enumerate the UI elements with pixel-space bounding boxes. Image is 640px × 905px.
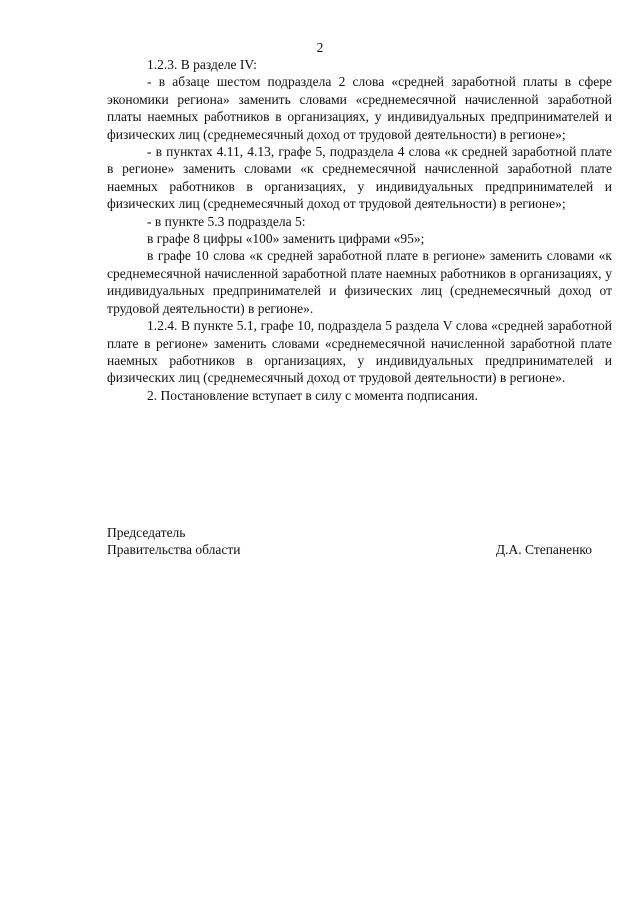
paragraph-subsection-4-change: - в пунктах 4.11, 4.13, графе 5, подраздела 4 слова «к средней заработной плате в регионе» заменить словами «к среднемесячной начисленной заработной плате наемных работников в организациях, у индивидуальных предпринимателей и физических лиц (среднемесячный доход от трудовой деятельности) в регионе»; bbox=[107, 144, 612, 212]
paragraph-section-1-2-4: 1.2.4. В пункте 5.1, графе 10, подраздела 5 раздела V слова «средней заработной плате в регионе» заменить словами «среднемесячной начисленной заработной плате наемных работников в организациях, у индивидуальных предпринимателей и физических лиц (среднемесячный доход от трудовой деятельности) в регионе». bbox=[107, 318, 612, 386]
paragraph-effective-date: 2. Постановление вступает в силу с момента подписания. bbox=[147, 387, 478, 403]
paragraph-column-10: в графе 10 слова «к средней заработной плате в регионе» заменить словами «к среднемесячной начисленной заработной плате наемных работников в организациях, у индивидуальных предпринимателей и физических лиц (среднемесячный доход от трудовой деятельности) в регионе». bbox=[107, 248, 612, 316]
signature-row bbox=[107, 541, 592, 558]
signatory-title-line-2: Правительства области bbox=[107, 542, 241, 558]
paragraph-subsection-2-change: - в абзаце шестом подраздела 2 слова «средней заработной платы в сфере экономики региона» заменить словами «среднемесячной начисленной заработной платы наемных работников в организациях, у индивидуальных предпринимателей и физических лиц (среднемесячный доход от трудовой деятельности) в регионе»; bbox=[107, 74, 612, 142]
paragraph-item-5-3: - в пункте 5.3 подраздела 5: bbox=[147, 213, 306, 229]
page-number: 2 bbox=[316, 40, 324, 55]
paragraph-column-8: в графе 8 цифры «100» заменить цифрами «95»; bbox=[147, 231, 425, 247]
document-body bbox=[107, 56, 612, 404]
signatory-name: Д.А. Степаненко bbox=[495, 542, 592, 558]
paragraph-section-1-2-3: 1.2.3. В разделе IV: bbox=[147, 57, 257, 72]
signature-block bbox=[107, 524, 592, 559]
signatory-title-line-1: Председатель bbox=[107, 525, 186, 540]
